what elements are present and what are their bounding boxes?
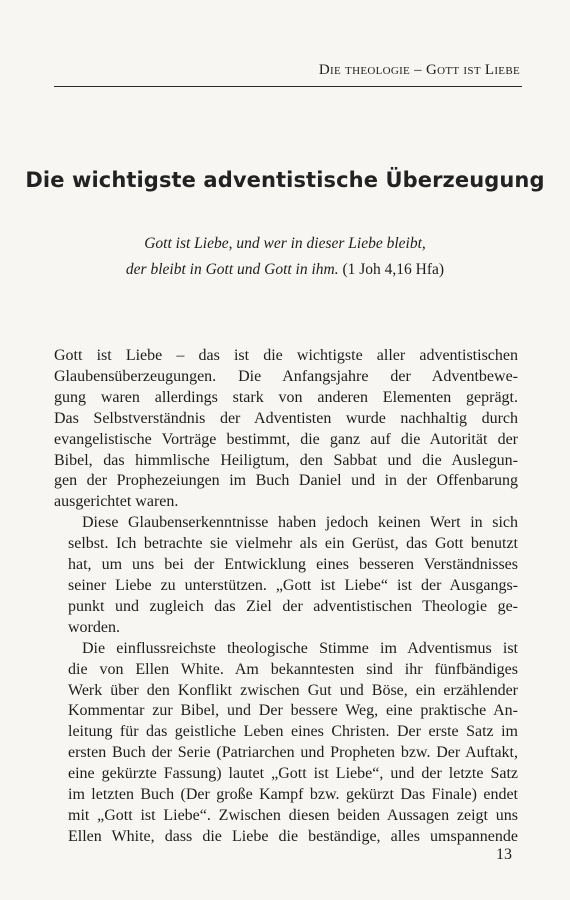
epigraph-line-2-text: der bleibt in Gott und Gott in ihm. xyxy=(125,261,339,278)
text-line: selbst. Ich betrachte sie vielmehr als ein Gerüst, das Gott benutzt xyxy=(68,535,518,553)
text-line: Das Selbstverständnis der Adventisten wurde nachhaltig durch xyxy=(54,409,518,427)
epigraph-line-1 xyxy=(0,231,570,257)
text-line: die von Ellen White. Am bekanntesten sind ihr fünfbändiges xyxy=(68,660,518,678)
page-number: 13 xyxy=(496,846,512,863)
text-line: gung waren allerdings stark von anderen Elementen geprägt. xyxy=(54,388,518,406)
text-line: evangelistische Vorträge bestimmt, die ganz auf die Autorität der xyxy=(54,430,518,448)
epigraph-reference: (1 Joh 4,16 Hfa) xyxy=(338,261,445,278)
text-line: Bibel, das himmlische Heiligtum, den Sabbat und die Auslegun- xyxy=(54,451,518,469)
text-line: gen der Prophezeiungen im Buch Daniel und in der Offenbarung xyxy=(54,472,518,490)
text-line: Werk über den Konflikt zwischen Gut und Böse, ein erzählender xyxy=(68,681,518,699)
text-line: ersten Buch der Serie (Patriarchen und Propheten bzw. Der Auftakt, xyxy=(68,744,518,762)
epigraph-line-1-text: Gott ist Liebe, und wer in dieser Liebe bleibt, xyxy=(144,235,426,252)
text-line: Die einflussreichste theologische Stimme im Adventismus ist xyxy=(82,639,518,657)
text-line: Gott ist Liebe – das ist die wichtigste aller adventistischen xyxy=(54,347,518,364)
text-line: leitung für das geistliche Leben eines Christen. Der erste Satz im xyxy=(68,723,518,741)
text-line: eine gekürzte Fassung) lautet „Gott ist Liebe“, und der letzte Satz xyxy=(68,765,518,783)
header-rule xyxy=(54,86,522,87)
epigraph-line-2 xyxy=(0,257,570,283)
chapter-title: Die wichtigste adventistische Überzeugung xyxy=(25,168,545,192)
text-line: seiner Liebe zu unterstützen. „Gott ist Liebe“ ist der Ausgangs- xyxy=(68,576,518,594)
text-line: worden. xyxy=(68,618,120,636)
text-line: mit „Gott ist Liebe“. Zwischen diesen beiden Aussagen zeigt uns xyxy=(68,806,518,824)
text-line: Diese Glaubenserkenntnisse haben jedoch keinen Wert in sich xyxy=(82,514,518,532)
text-line: Glaubensüberzeugungen. Die Anfangsjahre der Adventbewe- xyxy=(54,367,518,385)
paragraph-3 xyxy=(54,639,518,848)
text-line: hat, um uns bei der Entwicklung eines besseren Verständnisses xyxy=(68,556,518,574)
running-head: Die theologie – Gott ist Liebe xyxy=(318,62,520,78)
epigraph xyxy=(0,231,570,283)
paragraph-1 xyxy=(54,346,518,513)
text-line: Kommentar zur Bibel, und Der bessere Weg, eine praktische An- xyxy=(68,702,518,720)
text-line: im letzten Buch (Der große Kampf bzw. gekürzt Das Finale) endet xyxy=(68,786,518,804)
paragraph-2 xyxy=(54,513,518,638)
text-line: Ellen White, dass die Liebe die beständige, alles umspannende xyxy=(68,827,518,845)
text-line: punkt und zugleich das Ziel der adventistischen Theologie ge- xyxy=(68,597,518,615)
text-line: ausgerichtet waren. xyxy=(54,493,179,511)
body-text xyxy=(54,346,518,848)
